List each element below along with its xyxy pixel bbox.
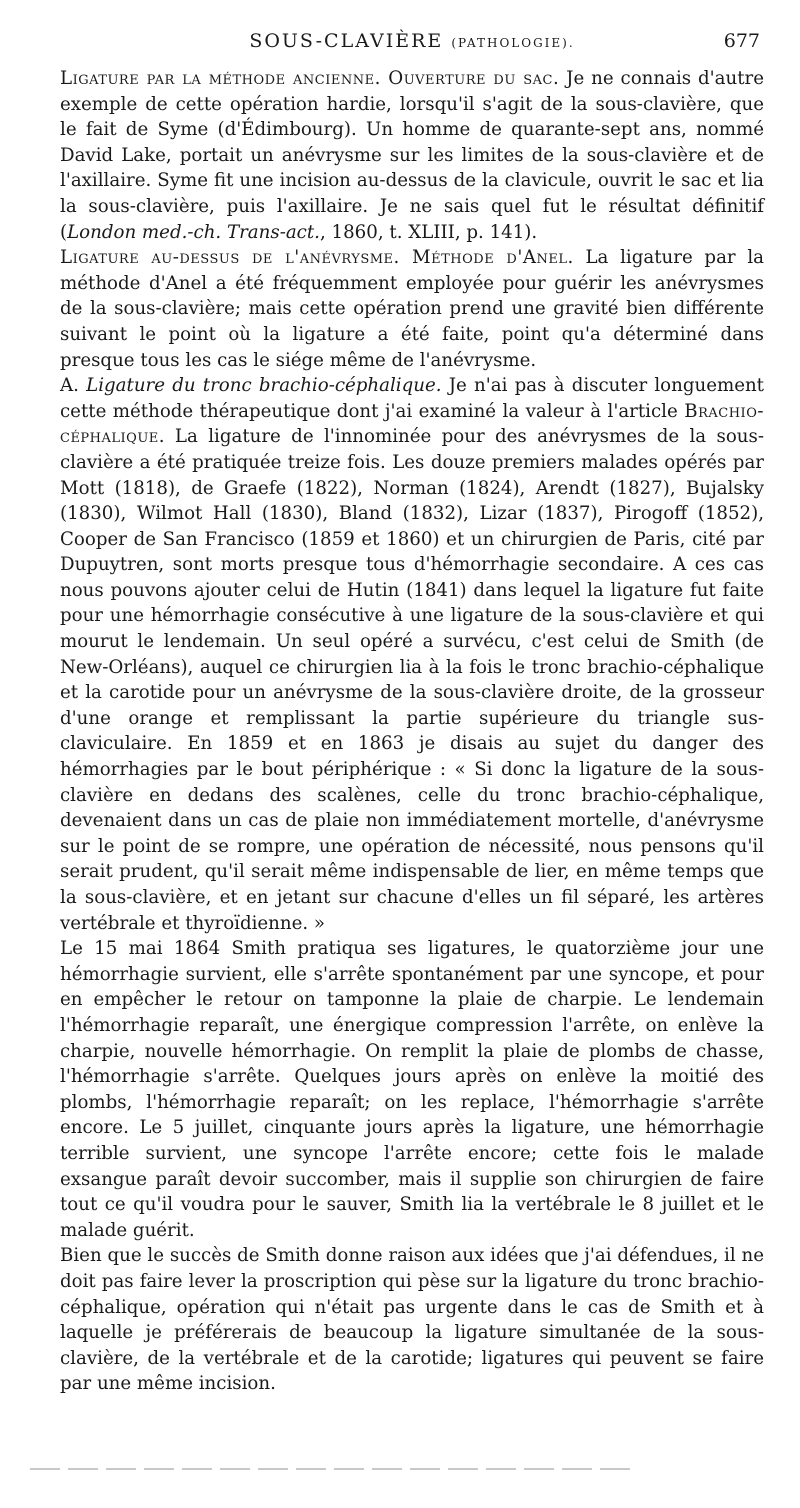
bleed-through-line (30, 1468, 630, 1470)
article-reference: Brachio-céphalique (60, 400, 764, 448)
paragraph-text: . La ligature de l'innominée pour des anévrysmes de la sous-clavière a été pratiquée treize fois. Les douze premiers malades opérés par Mott (1818), de Graefe (1822), Norman (1824), Arendt (1827), Bujalsky (1830), Wilmot Hall (1830), Bland (1832), Lizar (1837), Pirogoff (1852), Cooper de San Francisco (1859 et 1860) et un chirurgien de Paris, cité par Dupuytren, sont morts presque tous d'hémorrhagie secondaire. A ces cas nous pouvons ajouter celui de Hutin (1841) dans lequel la ligature fut faite pour une hémorrhagie consécutive à une ligature de la sous-clavière et qui mourut le lendemain. Un seul opéré a survécu, c'est celui de Smith (de New-Orléans), auquel ce chirurgien lia à la fois le tronc brachio-céphalique et la carotide pour un anévrysme de la sous-clavière droite, de la grosseur d'une orange et remplissant la partie supérieure du triangle sus-claviculaire. En 1859 et en 1863 je disais au sujet du danger des hémorrhagies par le bout périphérique : « Si donc la ligature de la sous-clavière en dedans des scalènes, celle du tronc brachio-céphalique, devenaient dans un cas de plaie non immédiatement mortelle, d'anévrysme sur le point de se rompre, une opération de nécessité, nous pensons qu'il serait prudent, qu'il serait même indispensable de lier, en même temps que la sous-clavière, et en jetant sur chacune d'elles un fil séparé, les artères vertébrale et thyroïdienne. » (60, 426, 764, 934)
paragraph-conclusion (60, 1243, 764, 1397)
page-number: 677 (723, 30, 760, 52)
paragraph-smith-case (60, 936, 764, 1243)
paragraph-text: Je ne connais d'autre exemple de cette opération hardie, lorsqu'il s'agit de la sous-clavière, que le fait de Syme (d'Édimbourg). Un homme de quarante-sept ans, nommé David Lake, portait un anévrysme sur les limites de la sous-clavière et de l'axillaire. Syme fit une incision au-dessus de la clavicule, ouvrit le sac et lia la sous-clavière, puis l'axillaire. Je ne sais quel fut le résultat définitif ( (60, 68, 764, 243)
paragraph-text: Bien que le succès de Smith donne raison aux idées que j'ai défendues, il ne doit pas faire lever la proscription qui pèse sur la ligature du tronc brachio-céphalique, opération qui n'était pas urgente dans le cas de Smith et à laquelle je préférerais de beaucoup la ligature simultanée de la sous-clavière, de la vertébrale et de la carotide; ligatures qui peuvent se faire par une même incision. (60, 1245, 764, 1395)
section-heading: Ligature au-dessus de l'anévrysme. Méthode d'Anel. (60, 247, 574, 269)
running-head (60, 30, 764, 52)
paragraph-text: La ligature par la méthode d'Anel a été fréquemment employée pour guérir les anévrysmes de la sous-clavière; mais cette opération prend une gravité bien différente suivant le point où la ligature a été faite, point qu'a déterminé dans presque tous les cas le siége même de l'anévrysme. (60, 247, 764, 371)
page-header (60, 26, 764, 66)
document-page (60, 26, 764, 1397)
subsection-label: A. (60, 375, 87, 397)
body-text (60, 66, 764, 1397)
paragraph-tronc-brachio-cephalique (60, 373, 764, 936)
running-head-title: SOUS-CLAVIÈRE (249, 30, 444, 52)
subsection-heading: Ligature du tronc brachio-céphalique. (86, 375, 442, 397)
paragraph-text: Le 15 mai 1864 Smith pratiqua ses ligatures, le quatorzième jour une hémorrhagie survient, elle s'arrête spontanément par une syncope, et pour en empêcher le retour on tamponne la plaie de charpie. Le lendemain l'hémorrhagie reparaît, une énergique compression l'arrête, on enlève la charpie, nouvelle hémorrhagie. On remplit la plaie de plombs de chasse, l'hémorrhagie s'arrête. Quelques jours après on enlève la moitié des plombs, l'hémorrhagie reparaît; on les replace, l'hémorrhagie s'arrête encore. Le 5 juillet, cinquante jours après la ligature, une hémorrhagie terrible survient, une syncope l'arrête encore; cette fois le malade exsangue paraît devoir succomber, mais il supplie son chirurgien de faire tout ce qu'il voudra pour le sauver, Smith lia la vertébrale le 8 juillet et le malade guérit. (60, 938, 764, 1241)
citation: London med.-ch. Trans-act. (67, 221, 320, 243)
section-heading: Ligature par la méthode ancienne. Ouverture du sac. (60, 68, 560, 89)
paragraph-ligature-ancienne (60, 66, 764, 245)
paragraph-text: Je n'ai pas à discuter longuement cette méthode thérapeutique dont j'ai examiné la valeur à l'article (60, 375, 764, 422)
paragraph-methode-anel (60, 245, 764, 373)
paragraph-text: , 1860, t. XLIII, p. 141). (319, 221, 538, 243)
running-head-subtitle: (PATHOLOGIE). (451, 36, 575, 50)
